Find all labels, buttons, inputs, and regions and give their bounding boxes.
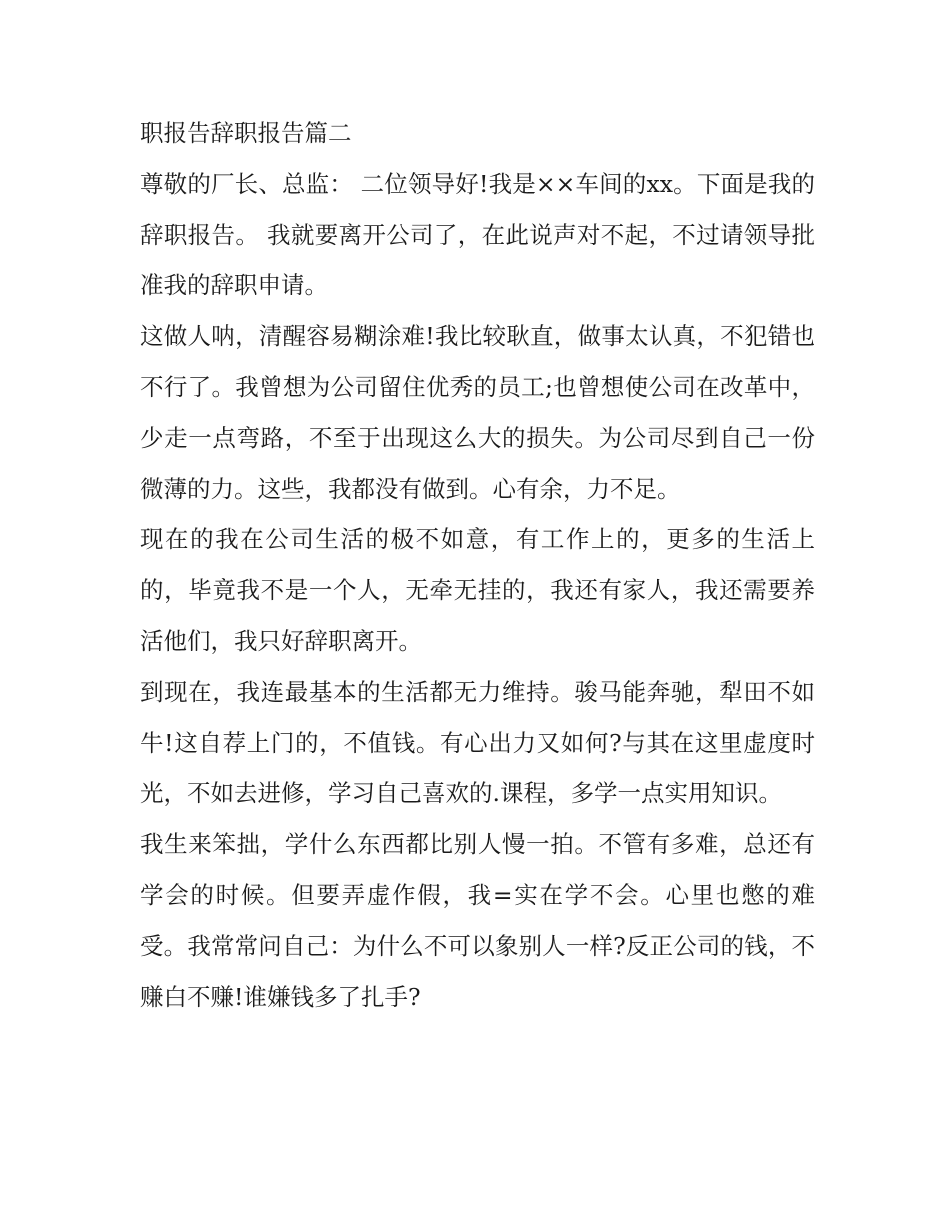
document-body <box>140 108 815 1022</box>
paragraph-4: 到现在，我连最基本的生活都无力维持。骏马能奔驰，犁田不如牛!这自荐上门的，不值钱。有心出力又如何?与其在这里虚度时光，不如去进修，学习自己喜欢的.课程，多学一点实用知识。 <box>140 677 815 808</box>
document-title: 职报告辞职报告篇二 <box>140 119 352 147</box>
paragraph-5: 我生来笨拙，学什么东西都比别人慢一拍。不管有多难，总还有学会的时候。但要弄虚作假，我=实在学不会。心里也憋的难受。我常常问自己：为什么不可以象别人一样?反正公司的钱，不赚白不赚!谁嫌钱多了扎手? <box>140 830 815 1011</box>
paragraph-3: 现在的我在公司生活的极不如意，有工作上的，更多的生活上的，毕竟我不是一个人，无牵无挂的，我还有家人，我还需要养活他们，我只好辞职离开。 <box>140 525 815 655</box>
paragraph-1: 尊敬的厂长、总监： 二位领导好!我是××车间的xx。下面是我的辞职报告。 我就要离开公司了，在此说声对不起，不过请领导批准我的辞职申请。 <box>140 169 815 300</box>
paragraph-2: 这做人呐，清醒容易糊涂难!我比较耿直，做事太认真，不犯错也不行了。我曾想为公司留住优秀的员工;也曾想使公司在改革中，少走一点弯路，不至于出现这么大的损失。为公司尽到自己一份微薄的力。这些，我都没有做到。心有余，力不足。 <box>140 322 815 503</box>
